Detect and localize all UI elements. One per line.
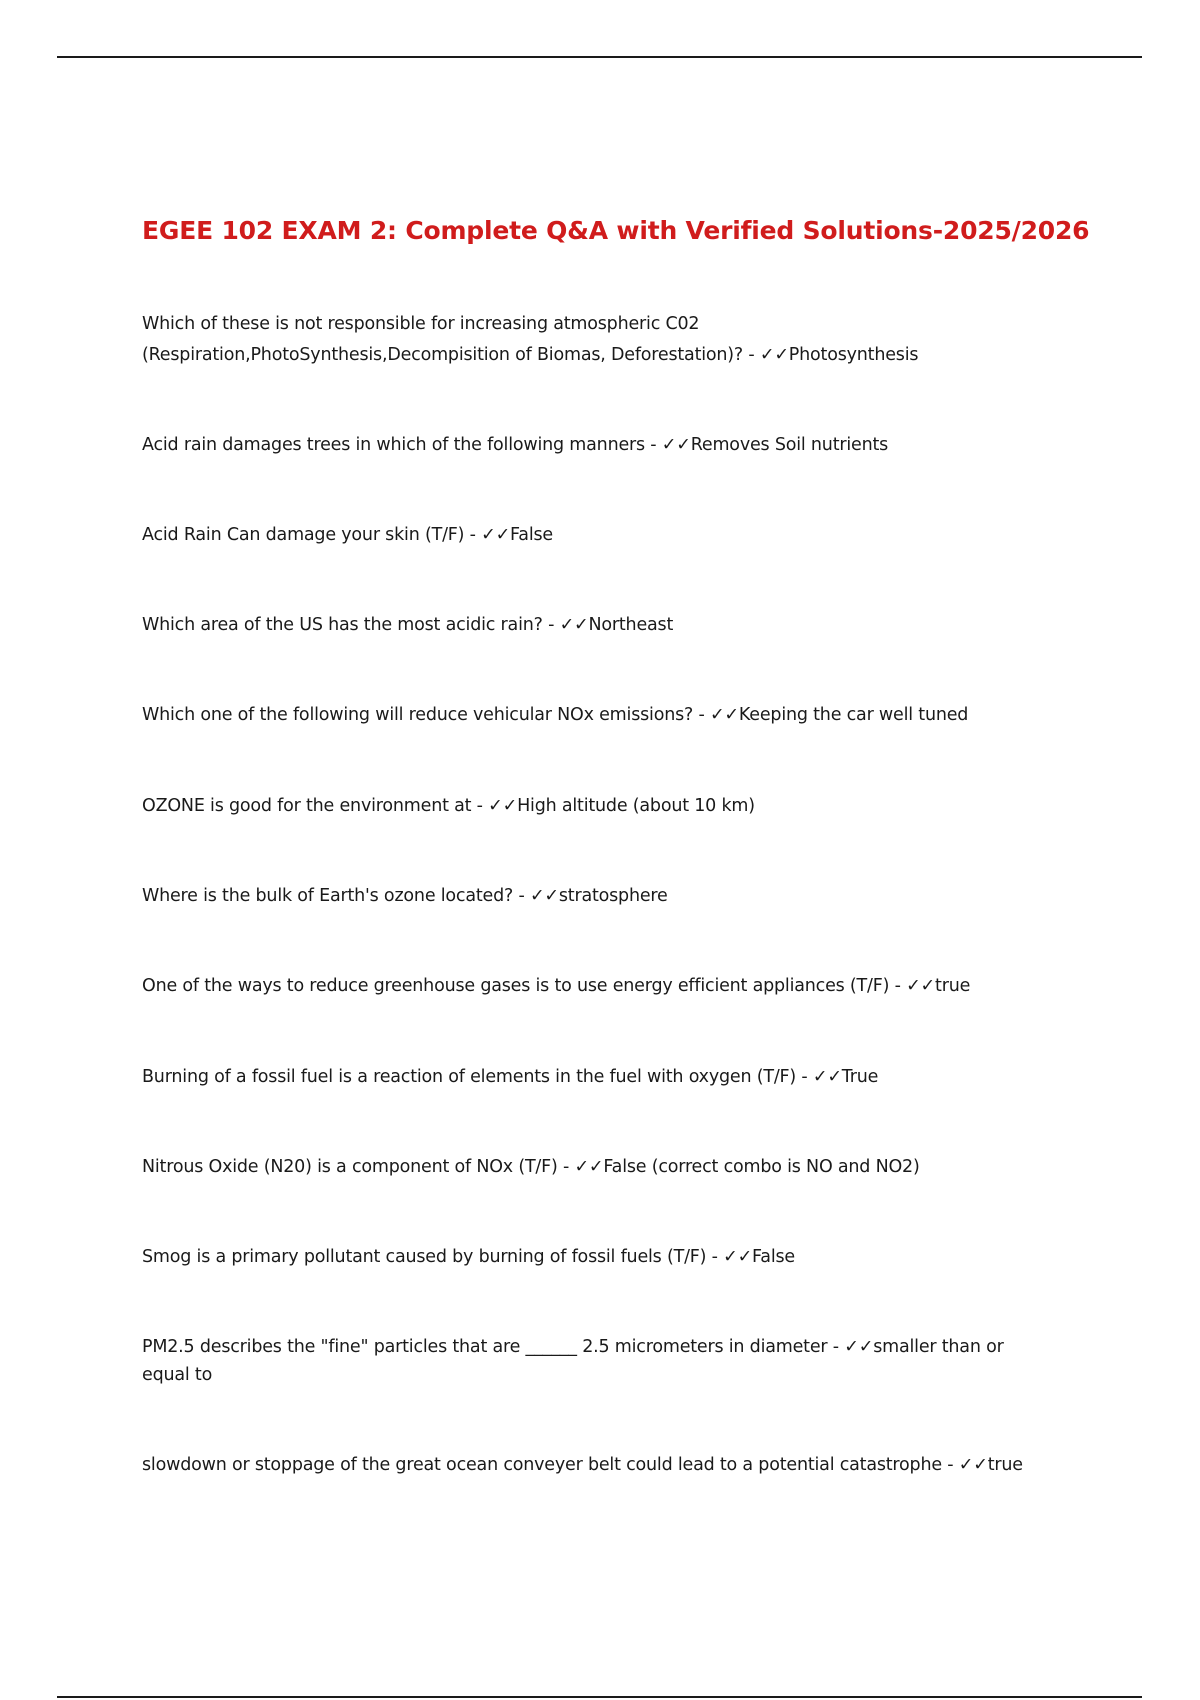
qa-item bbox=[142, 881, 1052, 912]
answer-text: High altitude (about 10 km) bbox=[517, 796, 755, 816]
check-icon: ✓✓ bbox=[559, 615, 589, 635]
check-icon: ✓✓ bbox=[958, 1455, 988, 1475]
question-text: Nitrous Oxide (N20) is a component of NOx (T/F) bbox=[142, 1157, 558, 1177]
check-icon: ✓✓ bbox=[812, 1067, 842, 1087]
qa-item bbox=[142, 430, 1052, 461]
question-text: Which of these is not responsible for increasing atmospheric C02 (Respiration,PhotoSynthesis,Decompisition of Biomas, Deforestation)? bbox=[142, 314, 744, 365]
qa-item bbox=[142, 1242, 1052, 1273]
answer-text: true bbox=[987, 1455, 1023, 1475]
question-text: Which area of the US has the most acidic rain? bbox=[142, 615, 543, 635]
qa-item bbox=[142, 1333, 1052, 1389]
question-text: Acid Rain Can damage your skin (T/F) bbox=[142, 525, 465, 545]
check-icon: ✓✓ bbox=[481, 525, 511, 545]
question-text: Where is the bulk of Earth's ozone located? bbox=[142, 886, 514, 906]
check-icon: ✓✓ bbox=[488, 796, 518, 816]
bottom-rule bbox=[57, 1696, 1142, 1698]
answer-text: smaller than or equal to bbox=[142, 1337, 1004, 1385]
answer-text: True bbox=[841, 1067, 879, 1087]
separator: - bbox=[743, 345, 760, 365]
question-text: Acid rain damages trees in which of the following manners bbox=[142, 435, 645, 455]
question-text: Burning of a fossil fuel is a reaction of elements in the fuel with oxygen (T/F) bbox=[142, 1067, 797, 1087]
separator: - bbox=[693, 705, 710, 725]
qa-item bbox=[142, 309, 942, 371]
qa-item bbox=[142, 1450, 1082, 1481]
answer-text: stratosphere bbox=[558, 886, 668, 906]
document-title: EGEE 102 EXAM 2: Complete Q&A with Verified Solutions-2025/2026 bbox=[142, 216, 1090, 245]
answer-text: Photosynthesis bbox=[788, 345, 919, 365]
qa-item bbox=[142, 610, 1052, 641]
check-icon: ✓✓ bbox=[844, 1337, 874, 1357]
top-rule bbox=[57, 56, 1142, 58]
check-icon: ✓✓ bbox=[906, 976, 936, 996]
question-text: OZONE is good for the environment at bbox=[142, 796, 472, 816]
answer-text: Removes Soil nutrients bbox=[690, 435, 889, 455]
qa-item bbox=[142, 791, 1052, 822]
separator: - bbox=[889, 976, 907, 996]
check-icon: ✓✓ bbox=[709, 705, 739, 725]
separator: - bbox=[644, 435, 662, 455]
qa-item bbox=[142, 1062, 1052, 1093]
answer-text: true bbox=[935, 976, 971, 996]
qa-item bbox=[142, 971, 1052, 1002]
answer-text: False bbox=[752, 1247, 795, 1267]
separator: - bbox=[557, 1157, 575, 1177]
separator: - bbox=[827, 1337, 845, 1357]
answer-text: Northeast bbox=[588, 615, 674, 635]
check-icon: ✓✓ bbox=[574, 1157, 604, 1177]
check-icon: ✓✓ bbox=[661, 435, 691, 455]
check-icon: ✓✓ bbox=[723, 1247, 753, 1267]
separator: - bbox=[796, 1067, 813, 1087]
answer-text: False (correct combo is NO and NO2) bbox=[603, 1157, 920, 1177]
check-icon: ✓✓ bbox=[759, 345, 789, 365]
answer-text: False bbox=[510, 525, 553, 545]
separator: - bbox=[542, 615, 560, 635]
qa-item bbox=[142, 520, 1052, 551]
separator: - bbox=[941, 1455, 959, 1475]
question-text: Smog is a primary pollutant caused by burning of fossil fuels (T/F) bbox=[142, 1247, 707, 1267]
question-text: slowdown or stoppage of the great ocean conveyer belt could lead to a potential catastrophe bbox=[142, 1455, 942, 1475]
question-text: One of the ways to reduce greenhouse gases is to use energy efficient appliances (T/F) bbox=[142, 976, 890, 996]
qa-item bbox=[142, 1152, 1052, 1183]
separator: - bbox=[706, 1247, 724, 1267]
qa-item bbox=[142, 700, 1052, 731]
separator: - bbox=[464, 525, 482, 545]
question-text: Which one of the following will reduce vehicular NOx emissions? bbox=[142, 705, 694, 725]
answer-text: Keeping the car well tuned bbox=[738, 705, 969, 725]
question-text: PM2.5 describes the "fine" particles that are ______ 2.5 micrometers in diameter bbox=[142, 1337, 828, 1357]
separator: - bbox=[471, 796, 489, 816]
check-icon: ✓✓ bbox=[529, 886, 559, 906]
separator: - bbox=[513, 886, 530, 906]
